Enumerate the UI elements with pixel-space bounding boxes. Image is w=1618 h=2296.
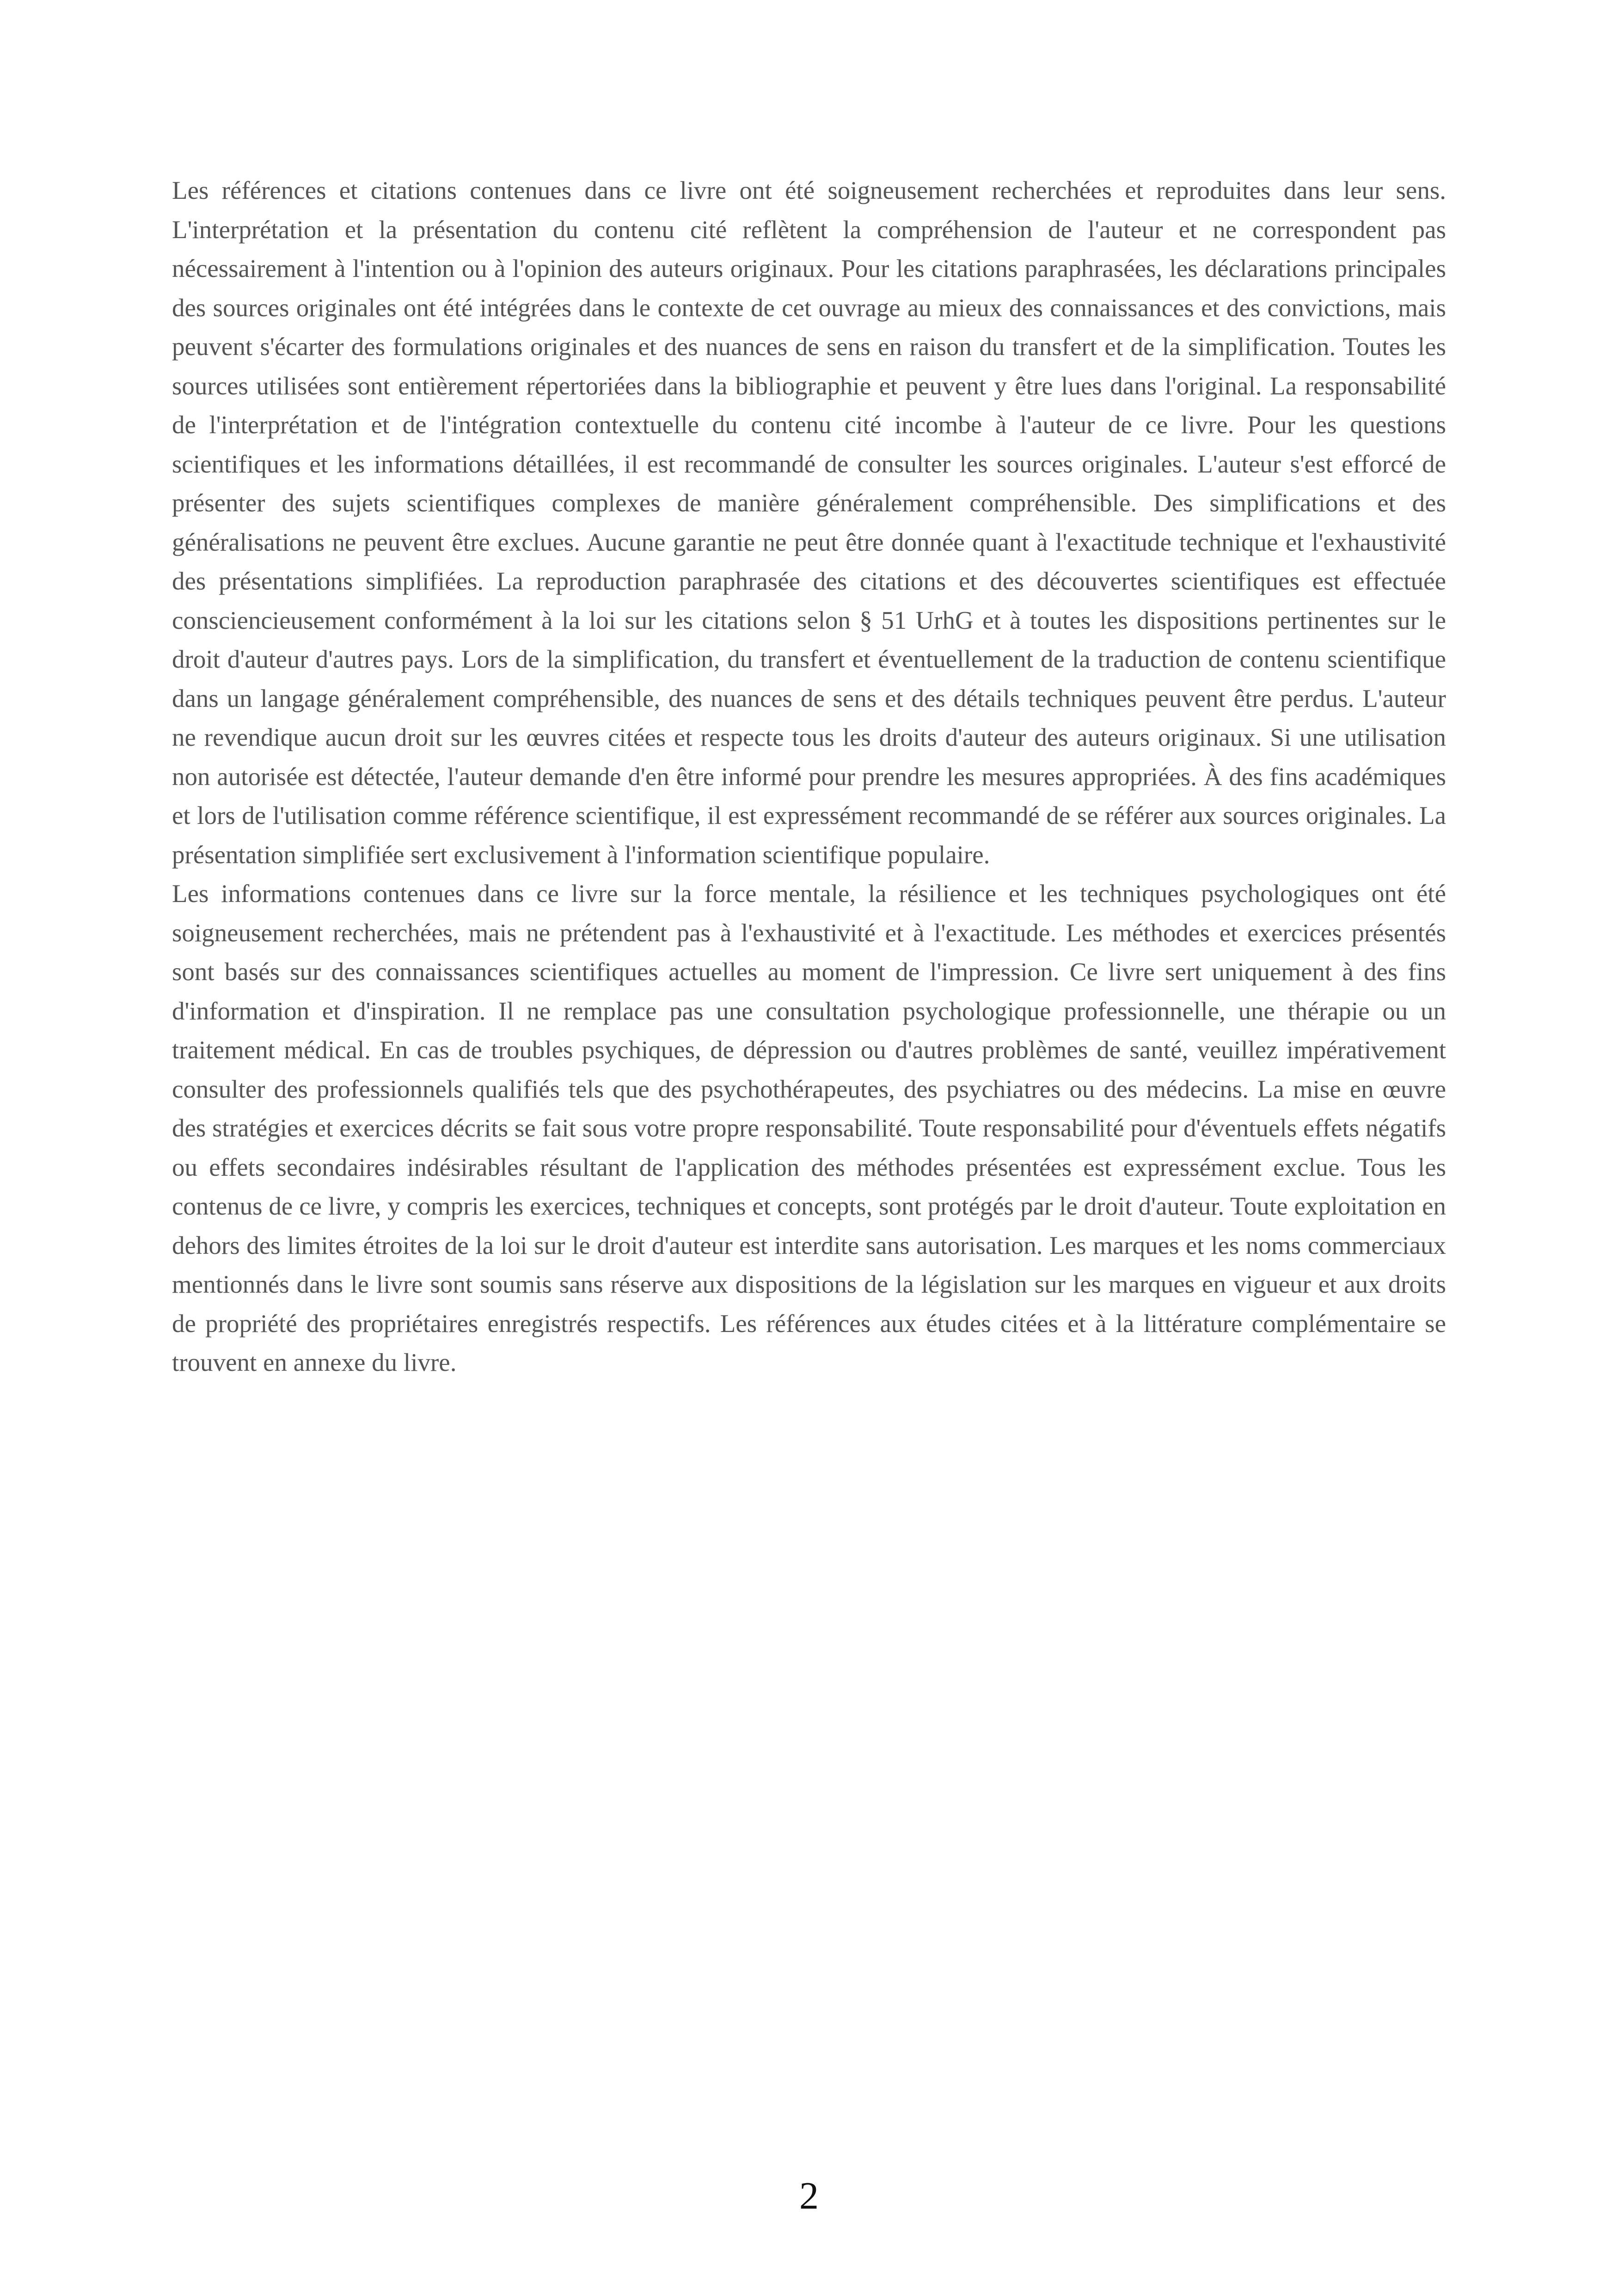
page-number: 2 (799, 2174, 819, 2217)
paragraph-liability-disclaimer: Les informations contenues dans ce livre sur la force mentale, la résilience et les techniques psychologiques ont été soigneusement recherchées, mais ne prétendent pas à l'exhaustivité et à l'exactitude. Les méthodes et exercices présentés sont basés sur des connaissances scientifiques actuelles au moment de l'impression. Ce livre sert uniquement à des fins d'information et d'inspiration. Il ne remplace pas une consultation psychologique professionnelle, une thérapie ou un traitement médical. En cas de troubles psychiques, de dépression ou d'autres problèmes de santé, veuillez impérativement consulter des professionnels qualifiés tels que des psychothérapeutes, des psychiatres ou des médecins. La mise en œuvre des stratégies et exercices décrits se fait sous votre propre responsabilité. Toute responsabilité pour d'éventuels effets négatifs ou effets secondaires indésirables résultant de l'application des méthodes présentées est expressément exclue. Tous les contenus de ce livre, y compris les exercices, techniques et concepts, sont protégés par le droit d'auteur. Toute exploitation en dehors des limites étroites de la loi sur le droit d'auteur est interdite sans autorisation. Les marques et les noms commerciaux mentionnés dans le livre sont soumis sans réserve aux dispositions de la législation sur les marques en vigueur et aux droits de propriété des propriétaires enregistrés respectifs. Les références aux études citées et à la littérature complémentaire se trouvent en annexe du livre. (172, 879, 1446, 1376)
body-text (172, 171, 1446, 1382)
paragraph-citations-disclaimer: Les références et citations contenues dans ce livre ont été soigneusement recherchées et reproduites dans leur sens. L'interprétation et la présentation du contenu cité reflètent la compréhension de l'auteur et ne correspondent pas nécessairement à l'intention ou à l'opinion des auteurs originaux. Pour les citations paraphrasées, les déclarations principales des sources originales ont été intégrées dans le contexte de cet ouvrage au mieux des connaissances et des convictions, mais peuvent s'écarter des formulations originales et des nuances de sens en raison du transfert et de la simplification. Toutes les sources utilisées sont entièrement répertoriées dans la bibliographie et peuvent y être lues dans l'original. La responsabilité de l'interprétation et de l'intégration contextuelle du contenu cité incombe à l'auteur de ce livre. Pour les questions scientifiques et les informations détaillées, il est recommandé de consulter les sources originales. L'auteur s'est efforcé de présenter des sujets scientifiques complexes de manière généralement compréhensible. Des simplifications et des généralisations ne peuvent être exclues. Aucune garantie ne peut être donnée quant à l'exactitude technique et l'exhaustivité des présentations simplifiées. La reproduction paraphrasée des citations et des découvertes scientifiques est effectuée consciencieusement conformément à la loi sur les citations selon § 51 UrhG et à toutes les dispositions pertinentes sur le droit d'auteur d'autres pays. Lors de la simplification, du transfert et éventuellement de la traduction de contenu scientifique dans un langage généralement compréhensible, des nuances de sens et des détails techniques peuvent être perdus. L'auteur ne revendique aucun droit sur les œuvres citées et respecte tous les droits d'auteur des auteurs originaux. Si une utilisation non autorisée est détectée, l'auteur demande d'en être informé pour prendre les mesures appropriées. À des fins académiques et lors de l'utilisation comme référence scientifique, il est expressément recommandé de se référer aux sources originales. La présentation simplifiée sert exclusivement à l'information scientifique populaire. (172, 176, 1446, 869)
